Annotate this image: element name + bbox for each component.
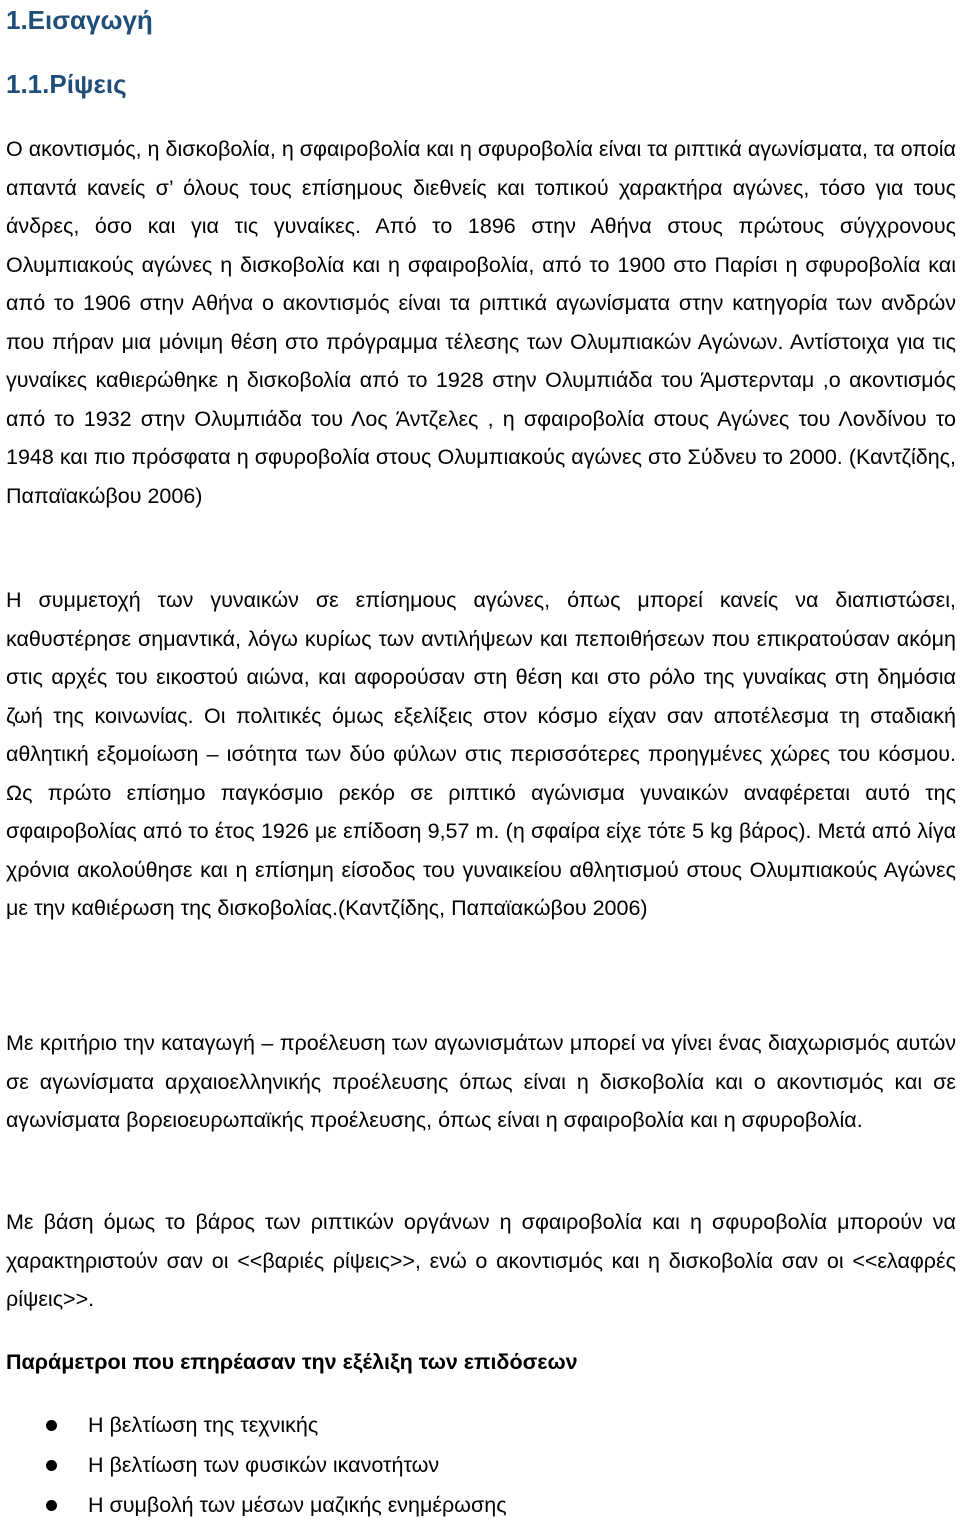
paragraph-throws-history: Ο ακοντισμός, η δισκοβολία, η σφαιροβολία και η σφυροβολία είναι τα ριπτικά αγωνίσματα, τα οποία απαντά κανείς σ’ όλους τους επίσημους διεθνείς και τοπικού χαρακτήρα αγώνες, τόσο για τους άνδρες, όσο και για τις γυναίκες. Από το 1896 στην Αθήνα στους πρώτους σύγχρονους Ολυμπιακούς αγώνες η δισκοβολία και η σφαιροβολία, από το 1900 στο Παρίσι η σφυροβολία και από το 1906 στην Αθήνα ο ακοντισμός είναι τα ριπτικά αγωνίσματα στην κατηγορία των ανδρών που πήραν μια μόνιμη θέση στο πρόγραμμα τέλεσης των Ολυμπιακών Αγώνων. Αντίστοιχα για τις γυναίκες καθιερώθηκε η δισκοβολία από το 1928 στην Ολυμπιάδα του Άμστερνταμ ,ο ακοντισμός από το 1932 στην Ολυμπιάδα του Λος Άντζελες , η σφαιροβολία στους Αγώνες του Λονδίνου το 1948 και πιο πρόσφατα η σφυροβολία στους Ολυμπιακούς αγώνες στο Σύδνευ το 2000. (Καντζίδης, Παπαϊακώβου 2006) — [6, 137, 956, 508]
paragraph-origin-classification: Με κριτήριο την καταγωγή – προέλευση των αγωνισμάτων μπορεί να γίνει ένας διαχωρισμός αυτών σε αγωνίσματα αρχαιοελληνικής προέλευσης όπως είναι η δισκοβολία και ο ακοντισμός και σε αγωνίσματα βορειοευρωπαϊκής προέλευσης, όπως είναι η σφαιροβολία και η σφυροβολία. — [6, 1031, 956, 1132]
section-heading: 1.Εισαγωγή — [6, 5, 153, 35]
bullet-icon — [46, 1500, 57, 1511]
paragraph-weight-classification: Με βάση όμως το βάρος των ριπτικών οργάνων η σφαιροβολία και η σφυροβολία μπορούν να χαρακτηριστούν σαν οι <<βαριές ρίψεις>>, ενώ ο ακοντισμός και η δισκοβολία σαν οι <<ελαφρές ρίψεις>>. — [6, 1210, 956, 1311]
parameters-list — [6, 1405, 507, 1525]
list-item-text: Η βελτίωση των φυσικών ικανοτήτων — [88, 1453, 440, 1477]
list-item — [6, 1485, 507, 1525]
list-item-text: Η συμβολή των μέσων μαζικής ενημέρωσης — [88, 1493, 507, 1517]
list-item-text: Η βελτίωση της τεχνικής — [88, 1413, 319, 1437]
bullet-icon — [46, 1420, 57, 1431]
paragraph-women-participation: Η συμμετοχή των γυναικών σε επίσημους αγώνες, όπως μπορεί κανείς να διαπιστώσει, καθυστέρησε σημαντικά, λόγω κυρίως των αντιλήψεων και πεποιθήσεων που επικρατούσαν ακόμη στις αρχές του εικοστού αιώνα, και αφορούσαν στη θέση και στο ρόλο της γυναίκας στη δημόσια ζωή της κοινωνίας. Οι πολιτικές όμως εξελίξεις στον κόσμο είχαν σαν αποτέλεσμα τη σταδιακή αθλητική εξομοίωση – ισότητα των δύο φύλων στις περισσότερες προηγμένες χώρες του κόσμου. Ως πρώτο επίσημο παγκόσμιο ρεκόρ σε ριπτικό αγώνισμα γυναικών αναφέρεται αυτό της σφαιροβολίας από το έτος 1926 με επίδοση 9,57 m. (η σφαίρα είχε τότε 5 kg βάρος). Μετά από λίγα χρόνια ακολούθησε και η επίσημη είσοδος του γυναικείου αθλητισμού στους Ολυμπιακούς Αγώνες με την καθιέρωση της δισκοβολίας.(Καντζίδης, Παπαϊακώβου 2006) — [6, 588, 956, 920]
bullet-icon — [46, 1460, 57, 1471]
list-item — [6, 1445, 507, 1485]
list-item — [6, 1405, 507, 1445]
parameters-heading: Παράμετροι που επηρέασαν την εξέλιξη των επιδόσεων — [6, 1350, 578, 1374]
subsection-heading: 1.1.Ρίψεις — [6, 69, 127, 99]
